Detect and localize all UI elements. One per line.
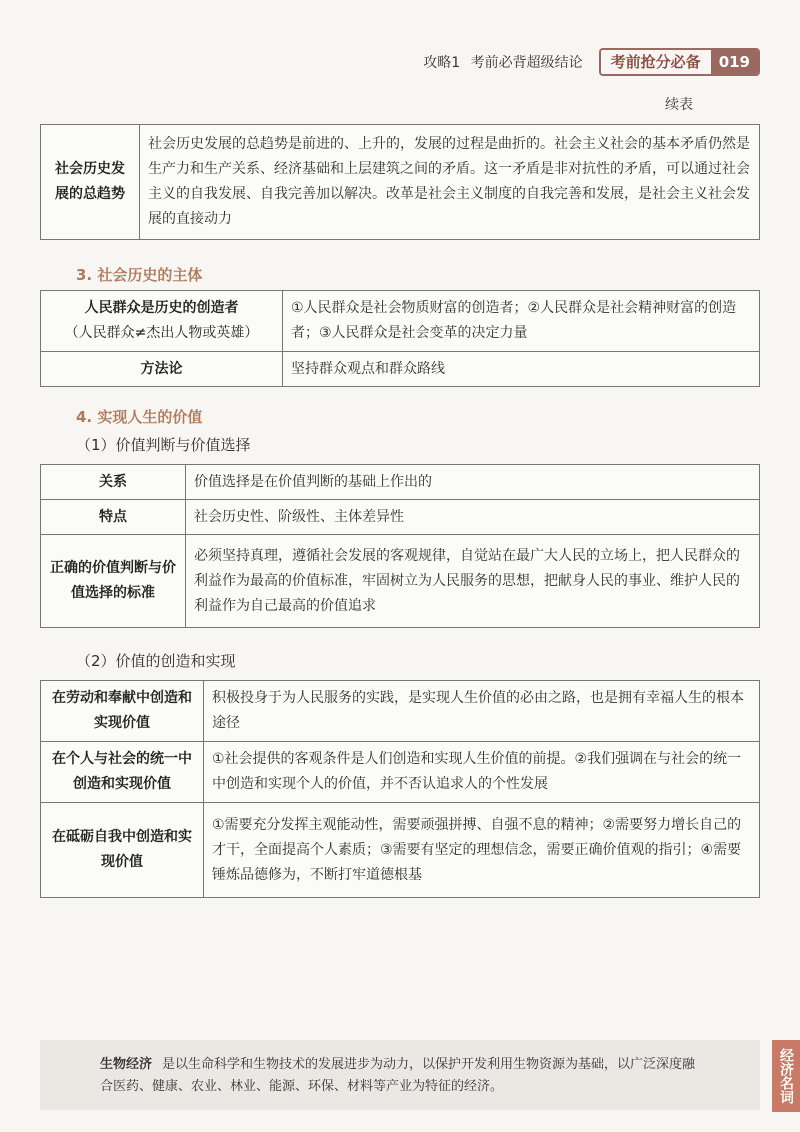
trend-label: 社会历史发展的总趋势 [41,125,140,240]
subject-text: ①人民群众是社会物质财富的创造者；②人民群众是社会精神财富的创造者；③人民群众是社会变革的决定力量 [283,291,760,352]
standard-label: 正确的价值判断与价值选择的标准 [41,535,186,628]
self-tempering-label: 在砥砺自我中创造和实现价值 [41,803,204,898]
trend-table [40,124,760,240]
methodology-label: 方法论 [41,352,283,387]
strategy-label: 攻略1 [423,55,461,71]
header-badge [599,48,760,76]
section-3-title: 3. 社会历史的主体 [76,266,203,284]
table-row [41,803,760,898]
term-definition: 是以生命科学和生物技术的发展进步为动力，以保护开发利用生物资源为基础，以广泛深度融合医药、健康、农业、林业、能源、环保、材料等产业为特征的经济。 [100,1057,696,1094]
relation-label: 关系 [41,465,186,500]
self-tempering-text: ①需要充分发挥主观能动性，需要顽强拼搏、自强不息的精神；②需要努力增长自己的才干，全面提高个人素质；③需要有坚定的理想信念，需要正确价值观的指引；④需要锤炼品德修为，不断打牢道德根基 [204,803,760,898]
standard-text: 必须坚持真理，遵循社会发展的客观规律，自觉站在最广大人民的立场上，把人民群众的利益作为最高的价值标准，牢固树立为人民服务的思想，把献身人民的事业、维护人民的利益作为自己最高的价值追求 [186,535,760,628]
table-row [41,500,760,535]
term-name: 生物经济 [100,1057,153,1072]
table-row [41,681,760,742]
feature-text: 社会历史性、阶级性、主体差异性 [186,500,760,535]
table-row [41,291,760,352]
subject-label: 人民群众是历史的创造者 [84,300,239,316]
badge-title: 考前抢分必备 [601,50,711,74]
table-row [41,742,760,803]
value-realization-table [40,680,760,898]
methodology-text: 坚持群众观点和群众路线 [283,352,760,387]
subsection-1-title: （1）价值判断与价值选择 [76,436,251,454]
labor-label: 在劳动和奉献中创造和实现价值 [41,681,204,742]
subject-table [40,290,760,387]
table-row [41,535,760,628]
subsection-2-title: （2）价值的创造和实现 [76,652,236,670]
term-footer [40,1040,760,1110]
value-judgment-table [40,464,760,628]
subject-note: （人民群众≠杰出人物或英雄） [64,325,259,341]
strategy-heading [423,52,588,72]
subject-label-cell [41,291,283,352]
table-row [41,465,760,500]
feature-label: 特点 [41,500,186,535]
relation-text: 价值选择是在价值判断的基础上作出的 [186,465,760,500]
page-header [423,48,760,76]
section-4-title: 4. 实现人生的价值 [76,408,203,426]
unity-label: 在个人与社会的统一中创造和实现价值 [41,742,204,803]
term-definition-block [100,1054,700,1098]
unity-text: ①社会提供的客观条件是人们创造和实现人生价值的前提。②我们强调在与社会的统一中创造和实现个人的价值，并不否认追求人的个性发展 [204,742,760,803]
side-tab: 经济名词 [772,1040,800,1112]
table-row [41,125,760,240]
page-number: 019 [711,50,758,74]
trend-text: 社会历史发展的总趋势是前进的、上升的，发展的过程是曲折的。社会主义社会的基本矛盾仍然是生产力和生产关系、经济基础和上层建筑之间的矛盾。这一矛盾是非对抗性的矛盾，可以通过社会主义的自我发展、自我完善加以解决。改革是社会主义制度的自我完善和发展，是社会主义社会发展的直接动力 [140,125,760,240]
labor-text: 积极投身于为人民服务的实践，是实现人生价值的必由之路，也是拥有幸福人生的根本途径 [204,681,760,742]
strategy-title: 考前必背超级结论 [470,55,583,71]
continued-label: 续表 [665,97,693,113]
table-row [41,352,760,387]
